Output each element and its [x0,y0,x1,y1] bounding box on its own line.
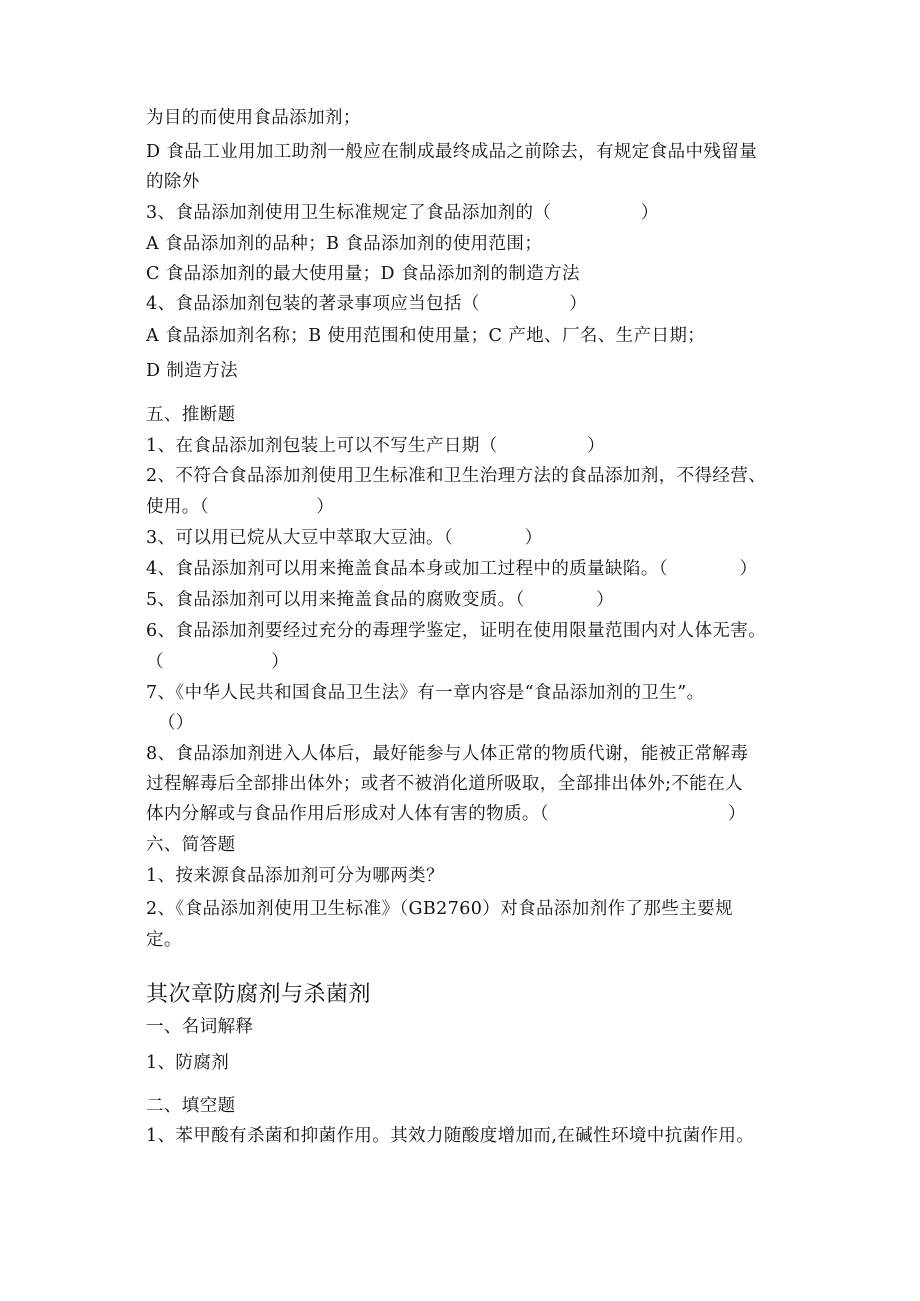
option-line: D 制造方法 [146,361,238,381]
text-line: D 食品工业用加工助剂一般应在制成最终成品之前除去，有规定食品中残留量 [146,142,758,162]
chapter-title: 其次章防腐剂与杀菌剂 [146,982,372,1007]
question-line: 5、食品添加剂可以用来掩盖食品的腐败变质。（ ） [146,590,615,610]
question-line: （ ） [146,652,290,672]
question-line: 2、不符合食品添加剂使用卫生标准和卫生治理方法的食品添加剂，不得经营、 [146,466,767,486]
question-line: 2、《食品添加剂使用卫生标准》（GB2760）对食品添加剂作了那些主要规 [146,899,733,919]
question-line: 过程解毒后全部排出体外；或者不被消化道所吸取，全部排出体外;不能在人 [146,774,743,794]
question-line: 4、食品添加剂可以用来掩盖食品本身或加工过程中的质量缺陷。（ ） [146,559,758,579]
question-line: 使用。（ ） [146,497,335,517]
question-line: 7、《中华人民共和国食品卫生法》有一章内容是“食品添加剂的卫生”。 [146,683,705,703]
question-line: 4、食品添加剂包装的著录事项应当包括（ ） [146,294,588,314]
question-line: （） [158,713,194,733]
question-line: 8、食品添加剂进入人体后，最好能参与人体正常的物质代谢，能被正常解毒 [146,744,749,764]
section-heading: 一、名词解释 [146,1017,254,1037]
section-heading: 五、推断题 [146,405,236,425]
question-line: 1、防腐剂 [146,1053,230,1073]
question-line: 1、苯甲酸有杀菌和抑菌作用。其效力随酸度增加而,在碱性环境中抗菌作用。 [146,1126,755,1146]
question-line: 1、在食品添加剂包装上可以不写生产日期（ ） [146,436,606,456]
option-line: A 食品添加剂名称；B 使用范围和使用量；C 产地、厂名、生产日期； [146,326,706,346]
option-line: A 食品添加剂的品种；B 食品添加剂的使用范围； [146,234,543,254]
question-line: 体内分解或与食品作用后形成对人体有害的物质。（ ） [146,804,746,824]
section-heading: 二、填空题 [146,1096,236,1116]
question-line: 定。 [146,930,182,950]
text-line: 的除外 [146,172,200,192]
question-line: 6、食品添加剂要经过充分的毒理学鉴定，证明在使用限量范围内对人体无害。 [146,621,767,641]
section-heading: 六、简答题 [146,835,236,855]
question-line: 3、可以用已烷从大豆中萃取大豆油。（ ） [146,528,543,548]
question-line: 1、按来源食品添加剂可分为哪两类？ [146,866,444,886]
question-line: 3、食品添加剂使用卫生标准规定了食品添加剂的（ ） [146,203,659,223]
text-line: 为目的而使用食品添加剂； [146,108,361,128]
option-line: C 食品添加剂的最大使用量；D 食品添加剂的制造方法 [146,264,580,284]
